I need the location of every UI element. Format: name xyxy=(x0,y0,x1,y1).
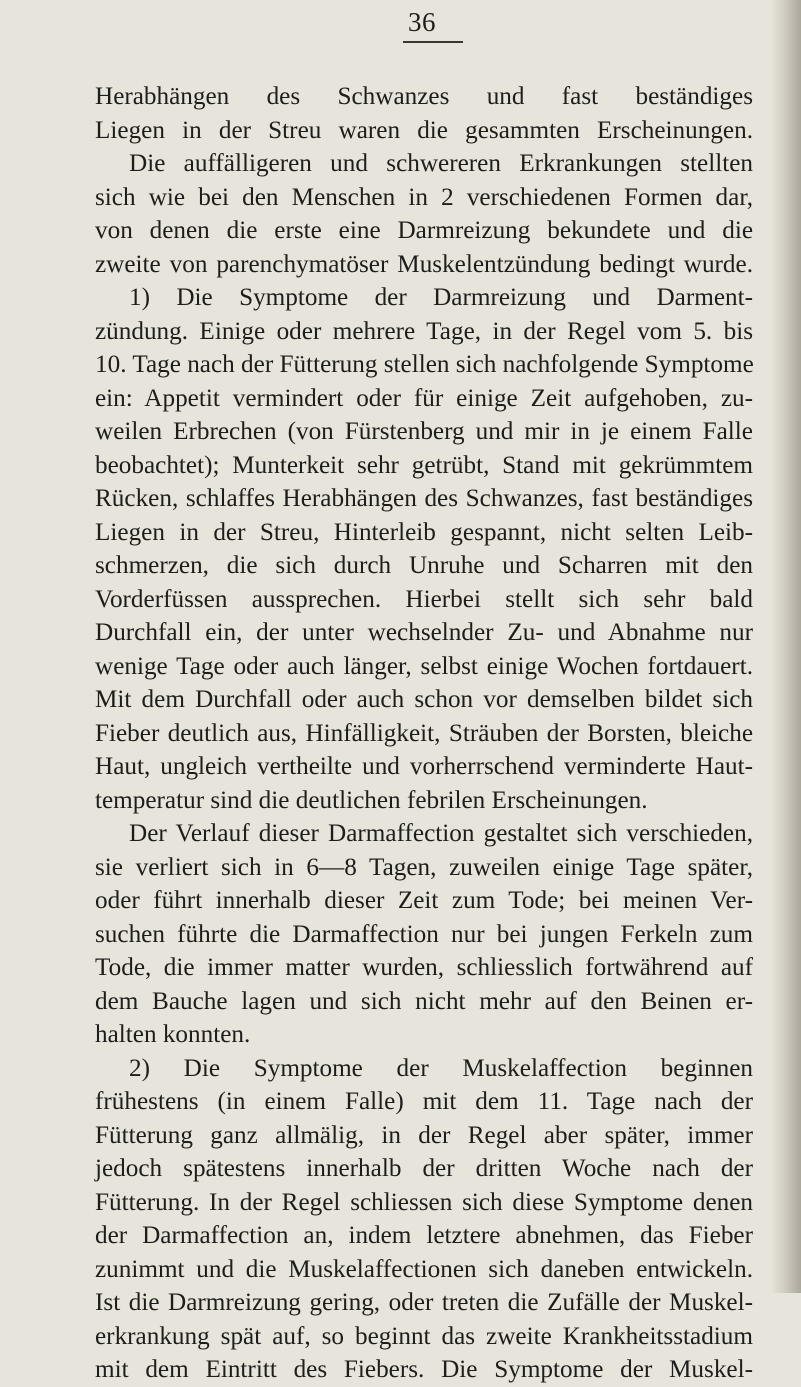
text-line: schmerzen, die sich durch Unruhe und Scharren mit den xyxy=(95,552,753,579)
text-line: Der Verlauf dieser Darmaffection gestaltet sich verschieden, xyxy=(129,820,753,847)
text-line: sich wie bei den Menschen in 2 verschiedenen Formen dar, xyxy=(95,183,753,211)
text-line: Die auffälligeren und schwereren Erkrankungen stellten xyxy=(129,150,753,177)
text-line: zweite von parenchymatöser Muskelentzündung bedingt wurde. xyxy=(95,250,753,278)
text-line: 2) Die Symptome der Muskelaffection beginnen xyxy=(129,1054,753,1082)
text-line: Liegen in der Streu, Hinterleib gespannt, nicht selten Leib- xyxy=(95,518,753,546)
text-line: Rücken, schlaffes Herabhängen des Schwanzes, fast beständiges xyxy=(95,485,753,512)
page-number-underline xyxy=(403,41,463,43)
text-line: Mit dem Durchfall oder auch schon vor demselben bildet sich xyxy=(95,686,753,713)
text-line: Tode, die immer matter wurden, schliesslich fortwährend auf xyxy=(95,954,753,981)
text-line: beobachtet); Munterkeit sehr getrübt, Stand mit gekrümmtem xyxy=(95,451,753,479)
text-line: temperatur sind die deutlichen febrilen Erscheinungen. xyxy=(95,786,648,814)
text-line: Herabhängen des Schwanzes und fast beständiges xyxy=(95,83,753,110)
text-line: sie verliert sich in 6—8 Tagen, zuweilen einige Tage später, xyxy=(95,853,753,881)
text-line: zündung. Einige oder mehrere Tage, in der Regel vom 5. bis xyxy=(95,317,753,345)
text-line: von denen die erste eine Darmreizung bekundete und die xyxy=(95,217,753,244)
text-line: 10. Tage nach der Fütterung stellen sich nachfolgende Symptome xyxy=(95,351,754,378)
text-line: zunimmt und die Muskelaffectionen sich daneben entwickeln. xyxy=(95,1255,753,1283)
text-line: dem Bauche lagen und sich nicht mehr auf den Beinen er- xyxy=(95,987,753,1015)
text-line: oder führt innerhalb dieser Zeit zum Tode; bei meinen Ver- xyxy=(95,887,753,914)
text-line: jedoch spätestens innerhalb der dritten Woche nach der xyxy=(95,1155,753,1182)
text-line: weilen Erbrechen (von Fürstenberg und mir in je einem Falle xyxy=(95,418,753,445)
text-line: Fütterung ganz allmälig, in der Regel aber später, immer xyxy=(95,1121,753,1149)
text-line: Liegen in der Streu waren die gesammten Erscheinungen. xyxy=(95,116,753,144)
text-line: ein: Appetit vermindert oder für einige Zeit aufgehoben, zu- xyxy=(95,384,753,412)
text-line: Haut, ungleich vertheilte und vorherrschend verminderte Haut- xyxy=(95,753,753,780)
text-line: suchen führte die Darmaffection nur bei jungen Ferkeln zum xyxy=(95,920,753,948)
text-line: Vorderfüssen aussprechen. Hierbei stellt sich sehr bald xyxy=(95,585,753,613)
text-line: frühestens (in einem Falle) mit dem 11. Tage nach der xyxy=(95,1088,753,1115)
text-line: 1) Die Symptome der Darmreizung und Darment- xyxy=(129,284,753,311)
text-line: Ist die Darmreizung gering, oder treten die Zufälle der Muskel- xyxy=(95,1289,753,1316)
page-number: 36 xyxy=(408,7,436,37)
text-line: wenige Tage oder auch länger, selbst einige Wochen fortdauert. xyxy=(95,652,753,680)
text-line: der Darmaffection an, indem letztere abnehmen, das Fieber xyxy=(95,1222,753,1249)
text-line: halten konnten. xyxy=(95,1021,251,1048)
body-text xyxy=(95,80,753,1387)
page-edge-shadow xyxy=(771,0,801,1293)
text-line: Fütterung. In der Regel schliessen sich diese Symptome denen xyxy=(95,1188,753,1216)
text-line: mit dem Eintritt des Fiebers. Die Symptome der Muskel- xyxy=(95,1356,753,1383)
text-line: erkrankung spät auf, so beginnt das zweite Krankheitsstadium xyxy=(95,1322,753,1350)
text-line: Durchfall ein, der unter wechselnder Zu- und Abnahme nur xyxy=(95,619,753,646)
text-line: Fieber deutlich aus, Hinfälligkeit, Sträuben der Borsten, bleiche xyxy=(95,719,753,747)
